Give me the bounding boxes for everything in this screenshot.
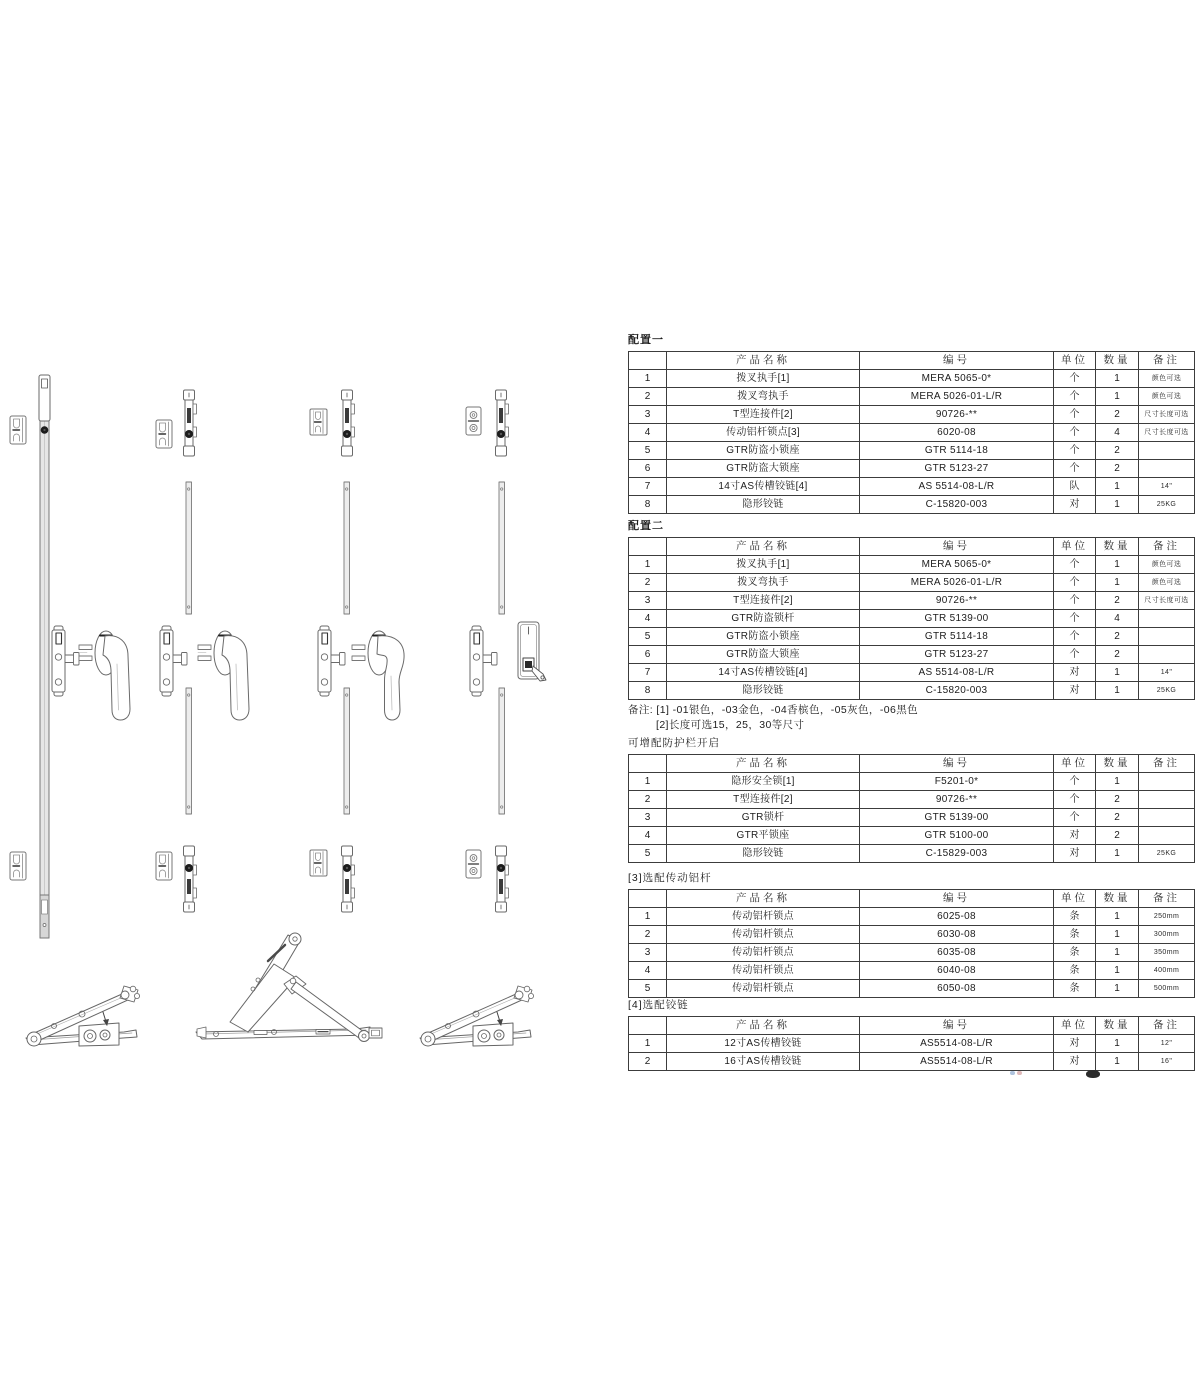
table-cell: 2 [629, 1053, 667, 1071]
table-cell: 尺寸长度可选 [1139, 424, 1195, 442]
table-cell [1139, 827, 1195, 845]
table-cell: 尺寸长度可选 [1139, 406, 1195, 424]
parts-table [628, 537, 1195, 700]
table-cell: 1 [1096, 574, 1139, 592]
column-header [629, 352, 667, 370]
parts-column-3 [310, 390, 404, 912]
window-handle-icon [79, 631, 130, 720]
column-header [629, 755, 667, 773]
table-cell: 条 [1054, 962, 1096, 980]
table-row [629, 926, 1195, 944]
config2-section [628, 520, 1194, 700]
table-cell: 个 [1054, 610, 1096, 628]
table-cell: GTR 5123-27 [860, 646, 1054, 664]
config1-section [628, 334, 1194, 514]
table-cell: MERA 5026-01-L/R [860, 574, 1054, 592]
table-cell: 个 [1054, 809, 1096, 827]
drive-rod-icon [186, 688, 192, 814]
lock-body-icon [52, 626, 79, 696]
table-cell: C-15820-003 [860, 496, 1054, 514]
table-cell: 个 [1054, 628, 1096, 646]
table-cell: 个 [1054, 424, 1096, 442]
keeper-bracket-icon [10, 852, 26, 880]
table-cell: 1 [629, 908, 667, 926]
table-cell: T型连接件[2] [667, 406, 860, 424]
gearbox-strip-icon [342, 390, 355, 456]
table-cell: 1 [1096, 496, 1139, 514]
flat-keeper-bracket-icon [466, 407, 481, 435]
column-header: 单位 [1054, 538, 1096, 556]
table-row [629, 388, 1195, 406]
table-cell: AS5514-08-L/R [860, 1035, 1054, 1053]
table-cell: 拨叉执手[1] [667, 556, 860, 574]
table-cell: 4 [629, 962, 667, 980]
table-cell: 90726-** [860, 791, 1054, 809]
table-cell: GTR防盗大锁座 [667, 646, 860, 664]
header-row [629, 352, 1195, 370]
table-cell: 5 [629, 442, 667, 460]
table-cell: GTR防盗小锁座 [667, 628, 860, 646]
table-cell: 尺寸长度可选 [1139, 592, 1195, 610]
table-cell: 队 [1054, 478, 1096, 496]
table-cell: 14寸AS传槽铰链[4] [667, 478, 860, 496]
table-row [629, 809, 1195, 827]
table-cell: F5201-0* [860, 773, 1054, 791]
table-cell: 2 [1096, 827, 1139, 845]
table-cell: 6035-08 [860, 944, 1054, 962]
table-row [629, 406, 1195, 424]
table-cell: 个 [1054, 592, 1096, 610]
header-row [629, 538, 1195, 556]
table-cell: 条 [1054, 908, 1096, 926]
table-cell: 1 [629, 1035, 667, 1053]
table-cell: 6020-08 [860, 424, 1054, 442]
lock-body-icon [470, 626, 497, 696]
table-cell: GTR防盗小锁座 [667, 442, 860, 460]
table-cell: 对 [1054, 664, 1096, 682]
table-row [629, 646, 1195, 664]
table-cell: 90726-** [860, 406, 1054, 424]
optional-rod-section [628, 872, 1194, 998]
table-cell: 2 [1096, 628, 1139, 646]
column-header: 单位 [1054, 352, 1096, 370]
table-cell [1139, 646, 1195, 664]
table-cell: 1 [1096, 682, 1139, 700]
table-cell: 25KG [1139, 682, 1195, 700]
table-cell: 16寸AS传槽铰链 [667, 1053, 860, 1071]
table-cell: GTR 5100-00 [860, 827, 1054, 845]
table-row [629, 1053, 1195, 1071]
table-cell: 6 [629, 460, 667, 478]
table-cell: 6040-08 [860, 962, 1054, 980]
drive-rod-icon [344, 688, 350, 814]
table-cell: 颜色可选 [1139, 370, 1195, 388]
guardrail-option-section [628, 737, 1194, 863]
table-cell: 颜色可选 [1139, 388, 1195, 406]
column-header: 数量 [1096, 352, 1139, 370]
table-title: [3]选配传动铝杆 [628, 872, 712, 884]
table-cell: T型连接件[2] [667, 791, 860, 809]
table-cell: 1 [1096, 962, 1139, 980]
table-cell: 4 [1096, 424, 1139, 442]
column-header: 编号 [860, 755, 1054, 773]
table-cell: 传动铝杆锁点 [667, 908, 860, 926]
column-header: 数量 [1096, 890, 1139, 908]
column-header: 编号 [860, 890, 1054, 908]
table-cell: 1 [1096, 388, 1139, 406]
table-cell: 个 [1054, 406, 1096, 424]
table-cell: 隐形铰链 [667, 496, 860, 514]
table-row [629, 556, 1195, 574]
table-cell: 1 [1096, 1035, 1139, 1053]
table-cell: 对 [1054, 496, 1096, 514]
drive-rod-icon [499, 482, 505, 614]
table-row [629, 791, 1195, 809]
parts-column-2 [156, 390, 249, 912]
table-cell: 对 [1054, 845, 1096, 863]
table-cell: 1 [629, 370, 667, 388]
table-cell: 16" [1139, 1053, 1195, 1071]
table-cell: 12" [1139, 1035, 1195, 1053]
table-cell: 颜色可选 [1139, 556, 1195, 574]
table-cell: 1 [1096, 980, 1139, 998]
table-cell: 1 [1096, 556, 1139, 574]
table-row [629, 592, 1195, 610]
table-row [629, 682, 1195, 700]
table-cell: 6 [629, 646, 667, 664]
keeper-bracket-icon [156, 420, 172, 448]
table-cell: 1 [629, 773, 667, 791]
table-cell: C-15820-003 [860, 682, 1054, 700]
header-row [629, 755, 1195, 773]
table-cell: 传动铝杆锁点 [667, 944, 860, 962]
column-header: 编号 [860, 1017, 1054, 1035]
table-cell: 拨叉执手[1] [667, 370, 860, 388]
parts-table [628, 351, 1195, 514]
table-row [629, 980, 1195, 998]
column-header [629, 538, 667, 556]
table-cell: 25KG [1139, 845, 1195, 863]
table-cell: 个 [1054, 646, 1096, 664]
table-cell: 2 [1096, 460, 1139, 478]
table-cell: GTR 5123-27 [860, 460, 1054, 478]
table-cell: 个 [1054, 556, 1096, 574]
table-cell: 4 [629, 827, 667, 845]
table-cell: 2 [629, 388, 667, 406]
column-header: 编号 [860, 538, 1054, 556]
column-header: 备注 [1139, 352, 1195, 370]
table-cell: 传动铝杆锁点 [667, 980, 860, 998]
table-row [629, 424, 1195, 442]
gearbox-strip-icon [184, 390, 197, 456]
table-row [629, 460, 1195, 478]
column-header: 数量 [1096, 755, 1139, 773]
table-cell [1139, 610, 1195, 628]
table-cell: 拨叉弯执手 [667, 388, 860, 406]
table-cell: MERA 5065-0* [860, 370, 1054, 388]
window-handle-icon [352, 631, 404, 720]
table-cell: 300mm [1139, 926, 1195, 944]
table-cell [1139, 791, 1195, 809]
table-title: 可增配防护栏开启 [628, 737, 720, 749]
table-cell: 个 [1054, 791, 1096, 809]
table-cell: 5 [629, 845, 667, 863]
key-lock-case-icon [518, 622, 546, 681]
table-cell: 对 [1054, 682, 1096, 700]
table-row [629, 574, 1195, 592]
drive-rod-icon [344, 482, 350, 614]
column-header [629, 890, 667, 908]
table-row [629, 370, 1195, 388]
table-cell: AS5514-08-L/R [860, 1053, 1054, 1071]
table-cell: 对 [1054, 827, 1096, 845]
table-cell: 8 [629, 682, 667, 700]
table-cell: 12寸AS传槽铰链 [667, 1035, 860, 1053]
column-header: 数量 [1096, 1017, 1139, 1035]
table-cell: 1 [1096, 1053, 1139, 1071]
gearbox-strip-icon [184, 846, 197, 912]
column-header: 单位 [1054, 890, 1096, 908]
column-header: 备注 [1139, 1017, 1195, 1035]
table-cell: 90726-** [860, 592, 1054, 610]
table-row [629, 908, 1195, 926]
table-row [629, 496, 1195, 514]
column-header [629, 1017, 667, 1035]
column-header: 编号 [860, 352, 1054, 370]
table-cell: GTR 5114-18 [860, 628, 1054, 646]
table-cell: 条 [1054, 926, 1096, 944]
table-title: [4]选配铰链 [628, 999, 689, 1011]
column-header: 产品名称 [667, 755, 860, 773]
table-row [629, 442, 1195, 460]
table-cell: 2 [1096, 791, 1139, 809]
table-cell: 14寸AS传槽铰链[4] [667, 664, 860, 682]
espagnolette-rod-icon [39, 375, 50, 938]
big-keeper-bracket-icon [310, 850, 327, 876]
table-cell: GTR 5114-18 [860, 442, 1054, 460]
table-row [629, 827, 1195, 845]
table-cell: GTR 5139-00 [860, 610, 1054, 628]
table-cell [1139, 628, 1195, 646]
optional-hinge-section [628, 999, 1194, 1071]
table-cell: 6025-08 [860, 908, 1054, 926]
table-cell: GTR锁杆 [667, 809, 860, 827]
table-cell [1139, 773, 1195, 791]
header-row [629, 1017, 1195, 1035]
table-cell: MERA 5026-01-L/R [860, 388, 1054, 406]
table-cell: 个 [1054, 460, 1096, 478]
lock-body-icon [160, 626, 187, 696]
gearbox-strip-icon [342, 846, 355, 912]
table-cell: 1 [1096, 926, 1139, 944]
table-cell: 2 [1096, 406, 1139, 424]
table-cell: 颜色可选 [1139, 574, 1195, 592]
table-cell: GTR防盗锁杆 [667, 610, 860, 628]
table-cell: 350mm [1139, 944, 1195, 962]
table-cell: AS 5514-08-L/R [860, 478, 1054, 496]
column-header: 单位 [1054, 1017, 1096, 1035]
window-handle-icon [198, 631, 249, 720]
table-cell: GTR 5139-00 [860, 809, 1054, 827]
table-cell: 个 [1054, 574, 1096, 592]
friction-hinge-open-icon [196, 933, 382, 1042]
stray-mark [1086, 1070, 1100, 1078]
table-row [629, 845, 1195, 863]
table-row [629, 664, 1195, 682]
table-cell: MERA 5065-0* [860, 556, 1054, 574]
table-cell: 4 [629, 424, 667, 442]
table-cell: 1 [1096, 773, 1139, 791]
table-cell: 14" [1139, 664, 1195, 682]
table-cell: 1 [1096, 908, 1139, 926]
table-cell: 1 [1096, 370, 1139, 388]
table-cell: 3 [629, 406, 667, 424]
table-cell: 传动铝杆锁点 [667, 962, 860, 980]
parts-table [628, 754, 1195, 863]
column-header: 产品名称 [667, 890, 860, 908]
friction-hinge-icon [420, 986, 534, 1046]
table-cell: 1 [1096, 478, 1139, 496]
keeper-bracket-icon [156, 852, 172, 880]
table-cell: 个 [1054, 388, 1096, 406]
big-keeper-bracket-icon [310, 409, 327, 435]
table-cell: 2 [1096, 592, 1139, 610]
table-cell: 5 [629, 980, 667, 998]
table-row [629, 478, 1195, 496]
column-header: 产品名称 [667, 352, 860, 370]
table-title: 配置一 [628, 334, 664, 346]
table-cell: 7 [629, 478, 667, 496]
table-cell: 传动铝杆锁点[3] [667, 424, 860, 442]
table-cell: 3 [629, 809, 667, 827]
flat-keeper-bracket-icon [466, 850, 481, 878]
table-cell: 400mm [1139, 962, 1195, 980]
column-header: 产品名称 [667, 538, 860, 556]
table-cell: 1 [1096, 944, 1139, 962]
table-cell: 500mm [1139, 980, 1195, 998]
table-cell: 7 [629, 664, 667, 682]
note-line: [2]长度可选15，25，30等尺寸 [656, 719, 805, 731]
note-line: 备注: [1] -01银色，-03金色，-04香槟色，-05灰色，-06黑色 [628, 704, 919, 716]
gearbox-strip-icon [496, 390, 509, 456]
column-header: 备注 [1139, 538, 1195, 556]
table-row [629, 773, 1195, 791]
table-cell: 条 [1054, 944, 1096, 962]
column-header: 单位 [1054, 755, 1096, 773]
table-cell: C-15829-003 [860, 845, 1054, 863]
table-cell: GTR平锁座 [667, 827, 860, 845]
parts-column-4 [466, 390, 546, 912]
table-cell: 2 [629, 791, 667, 809]
table-cell: 对 [1054, 1035, 1096, 1053]
table-cell: 4 [629, 610, 667, 628]
table-cell: 8 [629, 496, 667, 514]
table-cell: 2 [1096, 646, 1139, 664]
table-title: 配置二 [628, 520, 664, 532]
table-cell: 6030-08 [860, 926, 1054, 944]
table-cell: 隐形铰链 [667, 845, 860, 863]
table-row [629, 1035, 1195, 1053]
table-cell: 个 [1054, 773, 1096, 791]
table-cell: 对 [1054, 1053, 1096, 1071]
table-cell [1139, 809, 1195, 827]
table-cell [1139, 442, 1195, 460]
column-header: 备注 [1139, 755, 1195, 773]
table-cell: T型连接件[2] [667, 592, 860, 610]
table-row [629, 962, 1195, 980]
table-cell: 1 [1096, 664, 1139, 682]
parts-table [628, 1016, 1195, 1071]
drive-rod-icon [499, 688, 505, 814]
drive-rod-icon [186, 482, 192, 614]
stray-mark [1010, 1071, 1024, 1076]
table-cell: 传动铝杆锁点 [667, 926, 860, 944]
table-cell [1139, 460, 1195, 478]
table-cell: 个 [1054, 370, 1096, 388]
column-header: 备注 [1139, 890, 1195, 908]
table-cell: 2 [1096, 442, 1139, 460]
parts-column-1 [10, 375, 130, 938]
table-cell: AS 5514-08-L/R [860, 664, 1054, 682]
header-row [629, 890, 1195, 908]
gearbox-strip-icon [496, 846, 509, 912]
table-cell: 5 [629, 628, 667, 646]
column-header: 数量 [1096, 538, 1139, 556]
friction-hinge-icon [26, 986, 140, 1046]
table-cell: 2 [629, 926, 667, 944]
table-row [629, 610, 1195, 628]
table-cell: 条 [1054, 980, 1096, 998]
table-cell: GTR防盗大锁座 [667, 460, 860, 478]
table-cell: 25KG [1139, 496, 1195, 514]
keeper-bracket-icon [10, 416, 26, 444]
table-row [629, 944, 1195, 962]
table-cell: 14" [1139, 478, 1195, 496]
table-cell: 1 [1096, 845, 1139, 863]
table-cell: 拨叉弯执手 [667, 574, 860, 592]
remarks-note [628, 703, 918, 733]
table-cell: 6050-08 [860, 980, 1054, 998]
table-cell: 4 [1096, 610, 1139, 628]
column-header: 产品名称 [667, 1017, 860, 1035]
table-cell: 个 [1054, 442, 1096, 460]
table-cell: 250mm [1139, 908, 1195, 926]
parts-table [628, 889, 1195, 998]
lock-body-icon [318, 626, 345, 696]
table-cell: 3 [629, 592, 667, 610]
table-cell: 隐形铰链 [667, 682, 860, 700]
table-cell: 隐形安全锁[1] [667, 773, 860, 791]
table-cell: 1 [629, 556, 667, 574]
table-cell: 2 [1096, 809, 1139, 827]
table-cell: 2 [629, 574, 667, 592]
table-cell: 3 [629, 944, 667, 962]
table-row [629, 628, 1195, 646]
